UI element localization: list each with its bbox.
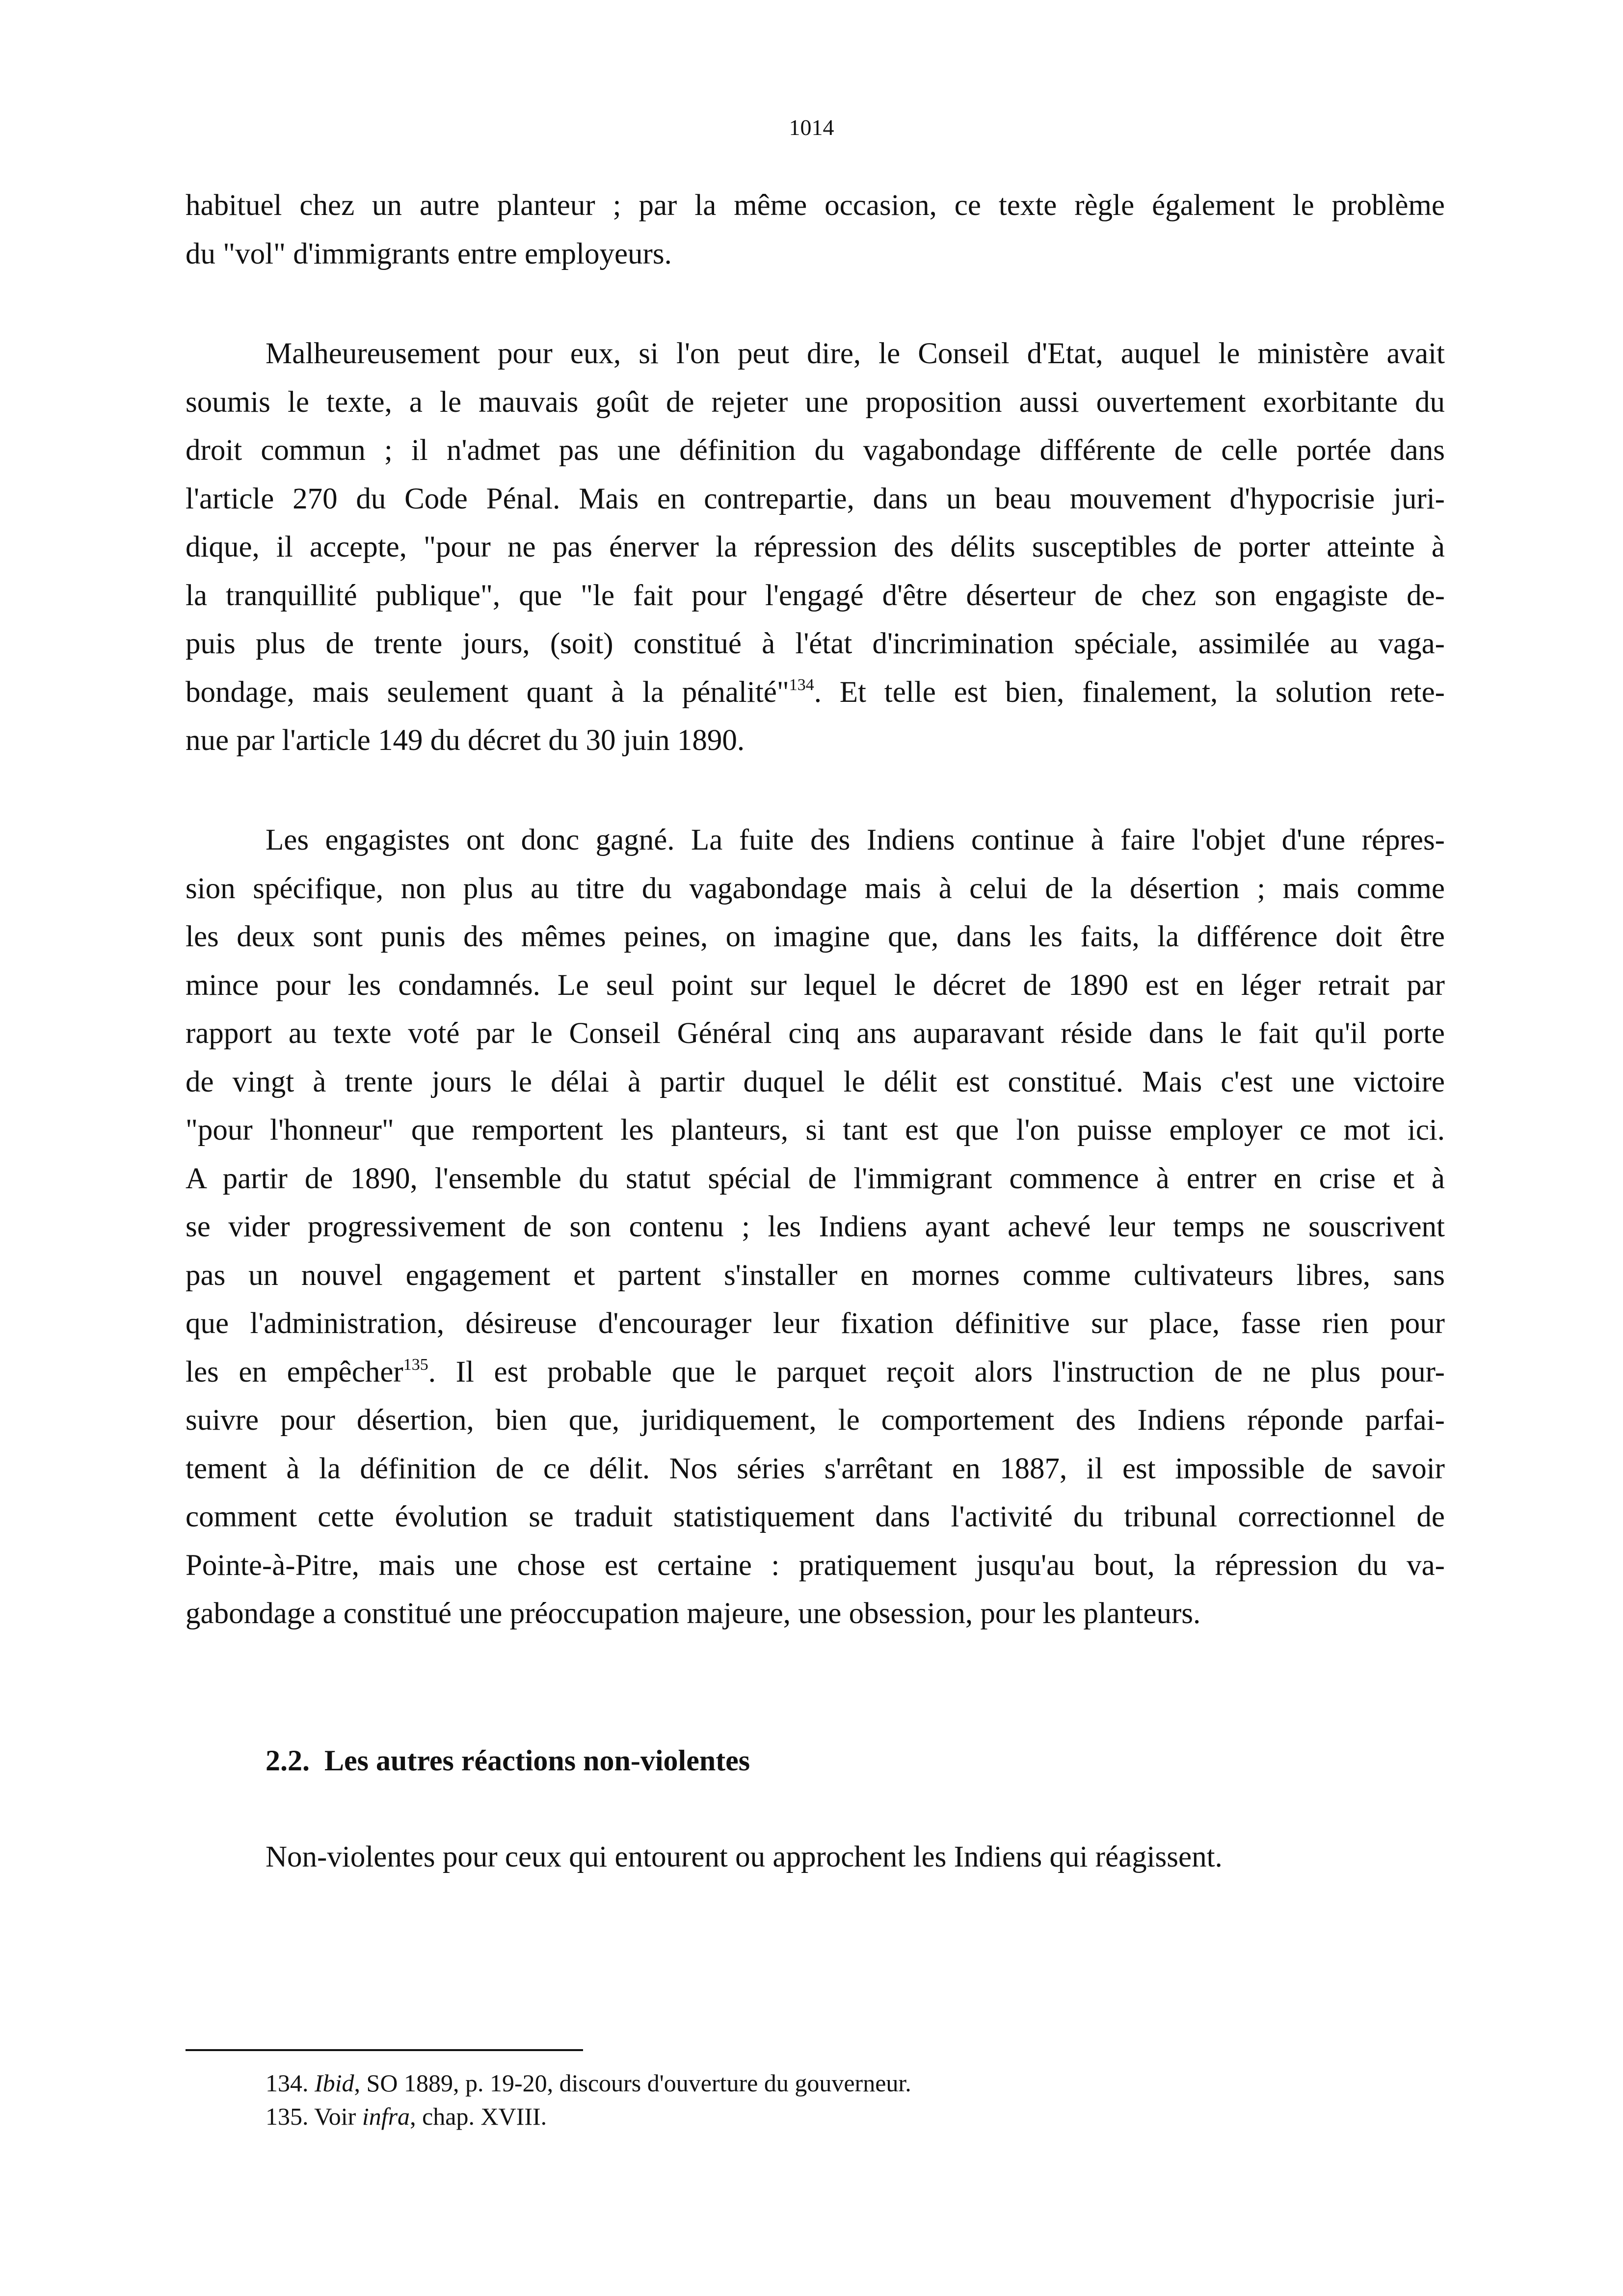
text-line xyxy=(186,1348,1445,1397)
text-line: suivre pour désertion, bien que, juridiquement, le comportement des Indiens réponde parfai- xyxy=(186,1404,1445,1437)
text-line: du "vol" d'immigrants entre employeurs. xyxy=(186,237,672,270)
text-line: tement à la définition de ce délit. Nos séries s'arrêtant en 1887, il est impossible de savoir xyxy=(186,1452,1445,1485)
text-line: Les engagistes ont donc gagné. La fuite des Indiens continue à faire l'objet d'une répres- xyxy=(266,824,1445,856)
text-line: les deux sont punis des mêmes peines, on imagine que, dans les faits, la différence doit être xyxy=(186,920,1445,953)
text-line: A partir de 1890, l'ensemble du statut spécial de l'immigrant commence à entrer en crise et à xyxy=(186,1162,1445,1195)
text-line xyxy=(186,668,1445,717)
footnote-135 xyxy=(266,2100,911,2133)
footnote-prefix: Voir xyxy=(308,2103,362,2130)
text-line: nue par l'article 149 du décret du 30 juin 1890. xyxy=(186,724,745,757)
text-line: "pour l'honneur" que remportent les planteurs, si tant est que l'on puisse employer ce mot ici. xyxy=(186,1114,1445,1147)
text-line: mince pour les condamnés. Le seul point sur lequel le décret de 1890 est en léger retrait par xyxy=(186,968,1445,1002)
footnote-italic: infra xyxy=(362,2103,410,2130)
footnotes xyxy=(266,2066,911,2133)
section-heading xyxy=(266,1736,750,1785)
text-line: puis plus de trente jours, (soit) constitué à l'état d'incrimination spéciale, assimilée au vaga- xyxy=(186,627,1445,660)
text-line: pas un nouvel engagement et partent s'installer en mornes comme cultivateurs libres, sans xyxy=(186,1258,1445,1292)
text-line: se vider progressivement de son contenu ; les Indiens ayant achevé leur temps ne souscrivent xyxy=(186,1210,1445,1243)
paragraph-2 xyxy=(186,330,1445,765)
text-line: comment cette évolution se traduit statistiquement dans l'activité du tribunal correctionnel de xyxy=(186,1500,1445,1533)
footnote-134 xyxy=(266,2066,911,2100)
footnote-divider xyxy=(186,2049,583,2051)
text-segment: les en empêcher xyxy=(186,1355,403,1388)
paragraph-1 xyxy=(186,182,1445,278)
text-line: droit commun ; il n'admet pas une définition du vagabondage différente de celle portée dans xyxy=(186,434,1445,467)
text-line: que l'administration, désireuse d'encourager leur fixation définitive sur place, fasse rien pour xyxy=(186,1307,1445,1340)
footnote-text: , SO 1889, p. 19-20, discours d'ouverture du gouverneur. xyxy=(354,2069,911,2097)
footnote-ref-135[interactable]: 135 xyxy=(403,1355,428,1374)
footnote-italic: Ibid xyxy=(315,2069,354,2097)
section-title: Les autres réactions non-violentes xyxy=(324,1744,750,1777)
text-line: soumis le texte, a le mauvais goût de rejeter une proposition aussi ouvertement exorbitante du xyxy=(186,385,1445,419)
paragraph-3 xyxy=(186,816,1445,1638)
page-number: 1014 xyxy=(789,115,834,140)
section-intro: Non-violentes pour ceux qui entourent ou approchent les Indiens qui réagissent. xyxy=(266,1841,1223,1873)
text-segment: . Et telle est bien, finalement, la solution rete- xyxy=(814,675,1445,709)
footnote-text: , chap. XVIII. xyxy=(410,2103,547,2130)
footnote-number: 135. xyxy=(266,2103,309,2130)
text-line: la tranquillité publique", que "le fait pour l'engagé d'être déserteur de chez son engagiste de- xyxy=(186,579,1445,612)
text-line: l'article 270 du Code Pénal. Mais en contrepartie, dans un beau mouvement d'hypocrisie juri- xyxy=(186,482,1445,515)
text-line: rapport au texte voté par le Conseil Général cinq ans auparavant réside dans le fait qu'il porte xyxy=(186,1017,1445,1050)
text-line: gabondage a constitué une préoccupation majeure, une obsession, pour les planteurs. xyxy=(186,1597,1201,1630)
text-line: habituel chez un autre planteur ; par la même occasion, ce texte règle également le problème xyxy=(186,189,1445,222)
section-number: 2.2. xyxy=(266,1744,310,1777)
text-line: Malheureusement pour eux, si l'on peut dire, le Conseil d'Etat, auquel le ministère avait xyxy=(266,337,1445,370)
text-segment: bondage, mais seulement quant à la pénalité" xyxy=(186,675,789,709)
text-line: Pointe-à-Pitre, mais une chose est certaine : pratiquement jusqu'au bout, la répression du va- xyxy=(186,1548,1445,1582)
text-line: dique, il accepte, "pour ne pas énerver la répression des délits susceptibles de porter atteinte à xyxy=(186,531,1445,563)
footnote-ref-134[interactable]: 134 xyxy=(789,675,814,694)
text-line: sion spécifique, non plus au titre du vagabondage mais à celui de la désertion ; mais comme xyxy=(186,872,1445,905)
text-segment: . Il est probable que le parquet reçoit alors l'instruction de ne plus pour- xyxy=(428,1355,1445,1388)
text-line: de vingt à trente jours le délai à partir duquel le délit est constitué. Mais c'est une victoire xyxy=(186,1065,1445,1098)
footnote-number: 134. xyxy=(266,2069,309,2097)
